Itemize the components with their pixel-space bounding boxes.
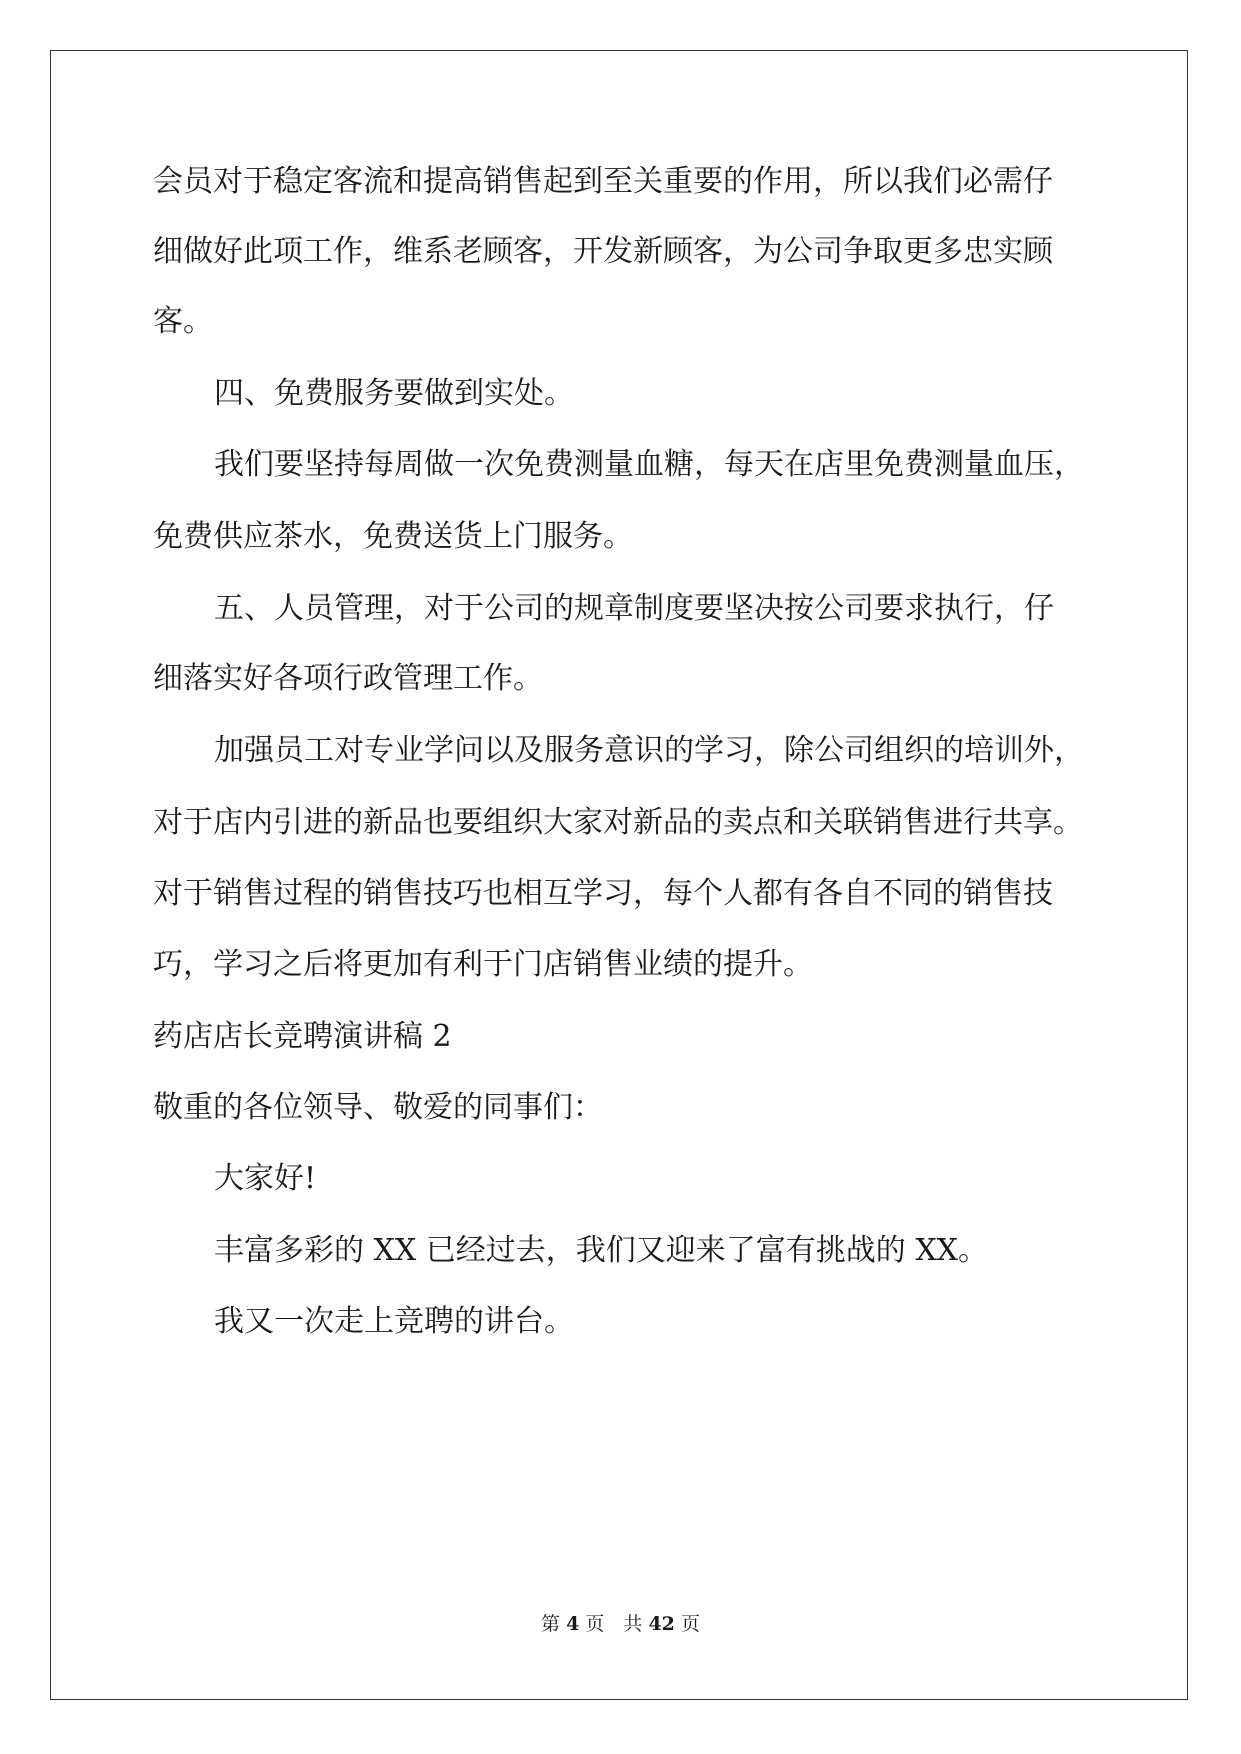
- salutation: 敬重的各位领导、敬爱的同事们：: [153, 1090, 603, 1125]
- text-line-10: 对于店内引进的新品也要组织大家对新品的卖点和关联销售进行共享。: [153, 805, 1083, 840]
- total-page-count: 42: [648, 1613, 675, 1635]
- text-line-16: 丰富多彩的 XX 已经过去，我们又迎来了富有挑战的 XX。: [214, 1233, 989, 1268]
- greeting: 大家好!: [214, 1161, 317, 1196]
- text-line-3: 客。: [153, 304, 213, 339]
- footer-suffix: 页: [680, 1613, 700, 1635]
- current-page-number: 4: [566, 1613, 580, 1635]
- footer-middle: 页 共: [585, 1613, 643, 1635]
- text-line-8: 细落实好各项行政管理工作。: [153, 661, 543, 696]
- section-heading-staff-management: 五、人员管理，对于公司的规章制度要坚决按公司要求执行，仔: [214, 591, 1054, 626]
- page-footer: [0, 1612, 1241, 1636]
- text-line-9: 加强员工对专业学问以及服务意识的学习，除公司组织的培训外，: [214, 733, 1084, 768]
- text-line-2: 细做好此项工作，维系老顾客，开发新顾客，为公司争取更多忠实顾: [153, 234, 1053, 269]
- text-line-6: 免费供应茶水，免费送货上门服务。: [153, 519, 633, 554]
- section-heading-free-service: 四、免费服务要做到实处。: [214, 376, 574, 411]
- text-line-12: 巧，学习之后将更加有利于门店销售业绩的提升。: [153, 947, 813, 982]
- text-line-1: 会员对于稳定客流和提高销售起到至关重要的作用，所以我们必需仔: [153, 164, 1053, 199]
- text-line-17: 我又一次走上竞聘的讲台。: [214, 1304, 574, 1339]
- text-line-11: 对于销售过程的销售技巧也相互学习，每个人都有各自不同的销售技: [153, 876, 1053, 911]
- text-line-5: 我们要坚持每周做一次免费测量血糖，每天在店里免费测量血压，: [214, 447, 1084, 482]
- document-title: 药店店长竞聘演讲稿 2: [153, 1019, 452, 1054]
- footer-prefix: 第: [541, 1613, 561, 1635]
